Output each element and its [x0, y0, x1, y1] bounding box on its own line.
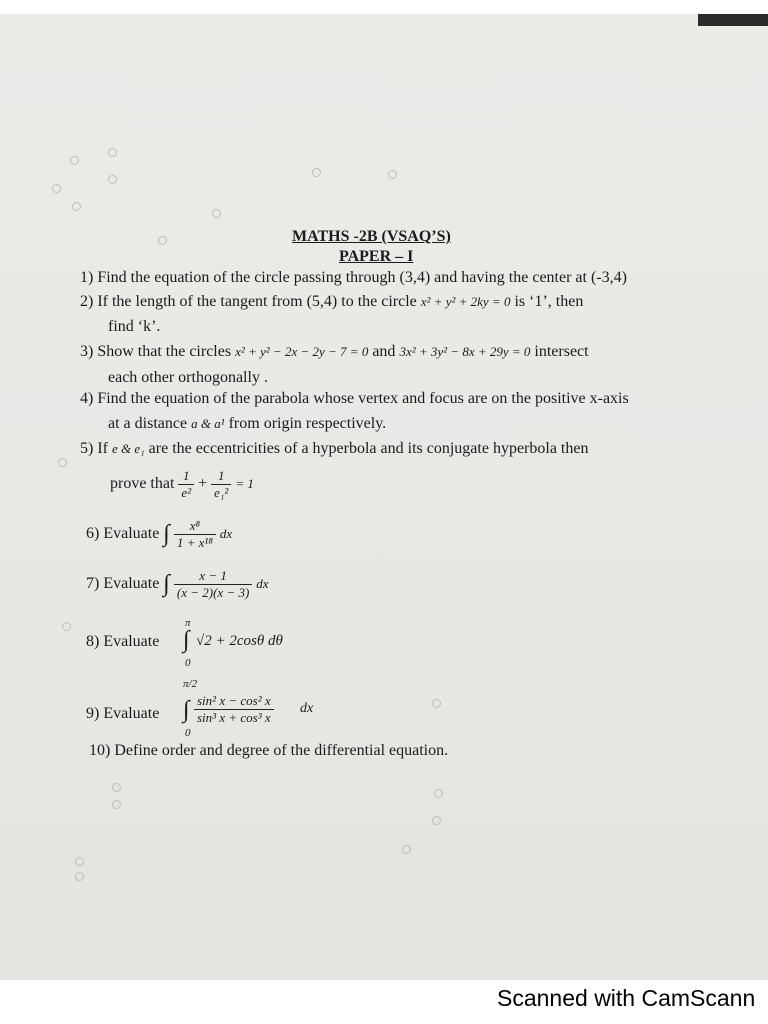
fraction-denominator: e₁² [214, 485, 229, 500]
question-2 [80, 293, 583, 311]
integral-sign-icon: ∫ [163, 521, 170, 547]
fraction-numerator: sin² x − cos² x [194, 693, 274, 710]
scan-dot [75, 872, 84, 881]
scan-dot [402, 845, 411, 854]
math-expression: x² + y² − 2x − 2y − 7 = 0 [235, 344, 369, 359]
scan-dot [108, 148, 117, 157]
question-number: 8) [86, 633, 100, 650]
question-number: 4) [80, 390, 94, 407]
question-text: at a distance [108, 415, 188, 432]
differential: dx [219, 526, 233, 542]
fraction-numerator: 1 [178, 468, 194, 485]
question-label: Evaluate [103, 633, 160, 650]
scan-dot [62, 622, 71, 631]
question-text: If [97, 440, 108, 457]
question-text: are the eccentricities of a hyperbola and its conjugate hyperbola then [148, 440, 589, 457]
question-5-continued [110, 468, 254, 501]
math-expression: x² + y² + 2ky = 0 [420, 294, 511, 309]
scan-dot [112, 783, 121, 792]
question-text: Find the equation of the circle passing through (3,4) and having the center at (-3,4) [97, 269, 627, 286]
fraction-denominator: (x − 2)(x − 3) [176, 585, 250, 600]
question-number: 2) [80, 293, 94, 310]
differential: dx [300, 701, 314, 716]
question-7 [86, 568, 269, 601]
question-number: 7) [86, 575, 100, 593]
scan-dot [108, 175, 117, 184]
question-text: Find the equation of the parabola whose vertex and focus are on the positive x-axis [97, 390, 629, 407]
math-expression: a & a¹ [191, 416, 225, 431]
question-10 [89, 742, 448, 760]
fraction [194, 693, 274, 726]
fraction-numerator: x⁸ [174, 518, 216, 535]
scan-dot [158, 236, 167, 245]
question-6 [86, 518, 232, 551]
question-9 [86, 705, 159, 723]
scan-dot [388, 170, 397, 179]
differential: dx [256, 576, 269, 592]
fraction-numerator: x − 1 [174, 568, 252, 585]
scan-dot [434, 789, 443, 798]
fraction-denominator: sin³ x + cos³ x [197, 710, 271, 725]
question-text: is ‘1’, then [514, 293, 584, 310]
question-label: Evaluate [103, 705, 160, 722]
question-5 [80, 440, 588, 458]
scan-dot [432, 816, 441, 825]
integral-sign-icon: ∫ [163, 571, 170, 597]
question-number: 1) [80, 269, 94, 286]
fraction-denominator: 1 + x¹⁸ [176, 535, 213, 550]
scan-dot [52, 184, 61, 193]
plus-sign: + [198, 475, 208, 493]
question-2-continued: find ‘k’. [108, 318, 161, 335]
question-3 [80, 343, 589, 361]
question-number: 6) [86, 525, 100, 543]
scan-dot [432, 699, 441, 708]
scan-dot [212, 209, 221, 218]
integral-sign-icon: ∫ [183, 697, 190, 723]
integral-lower-limit: 0 [185, 727, 191, 739]
fraction-numerator: 1 [211, 468, 231, 485]
scan-dot [112, 800, 121, 809]
math-expression: e & e₁ [111, 441, 145, 456]
question-label: Evaluate [103, 525, 160, 543]
question-number: 3) [80, 343, 94, 360]
integral-lower-limit: 0 [185, 657, 191, 669]
fraction [174, 518, 216, 551]
math-expression: 3x² + 3y² − 8x + 29y = 0 [399, 344, 531, 359]
question-text: from origin respectively. [228, 415, 387, 432]
fraction-denominator: e² [181, 485, 192, 500]
question-label: Evaluate [103, 575, 160, 593]
question-4 [80, 390, 629, 408]
scan-dot [70, 156, 79, 165]
scan-dot [72, 202, 81, 211]
question-4-continued [108, 415, 386, 433]
question-1 [80, 269, 627, 287]
fraction [174, 568, 252, 601]
question-number: 9) [86, 705, 100, 722]
question-text: Define order and degree of the differential equation. [114, 742, 449, 759]
question-text: prove that [110, 475, 175, 493]
camscanner-watermark: Scanned with CamScann [497, 985, 756, 1011]
fraction [178, 468, 194, 501]
scan-corner-shadow [698, 14, 768, 26]
integral-sign-icon: ∫ [183, 627, 190, 653]
scan-dot [58, 458, 67, 467]
fraction [211, 468, 231, 501]
question-text: and [372, 343, 396, 360]
question-8 [86, 633, 159, 651]
document-title: MATHS -2B (VSAQ’S) [292, 228, 451, 245]
integral-upper-limit: π/2 [183, 678, 198, 690]
scan-dot [75, 857, 84, 866]
question-text: intersect [534, 343, 589, 360]
document-subtitle: PAPER – I [339, 248, 414, 265]
question-3-continued: each other orthogonally . [108, 369, 268, 386]
question-number: 5) [80, 440, 94, 457]
integral-upper-limit: π [185, 617, 191, 629]
equation-rhs: = 1 [235, 476, 254, 492]
integrand: √2 + 2cosθ dθ [196, 633, 283, 649]
question-text: Show that the circles [97, 343, 232, 360]
question-text: If the length of the tangent from (5,4) to the circle [97, 293, 417, 310]
question-number: 10) [89, 742, 111, 759]
scan-dot [312, 168, 321, 177]
